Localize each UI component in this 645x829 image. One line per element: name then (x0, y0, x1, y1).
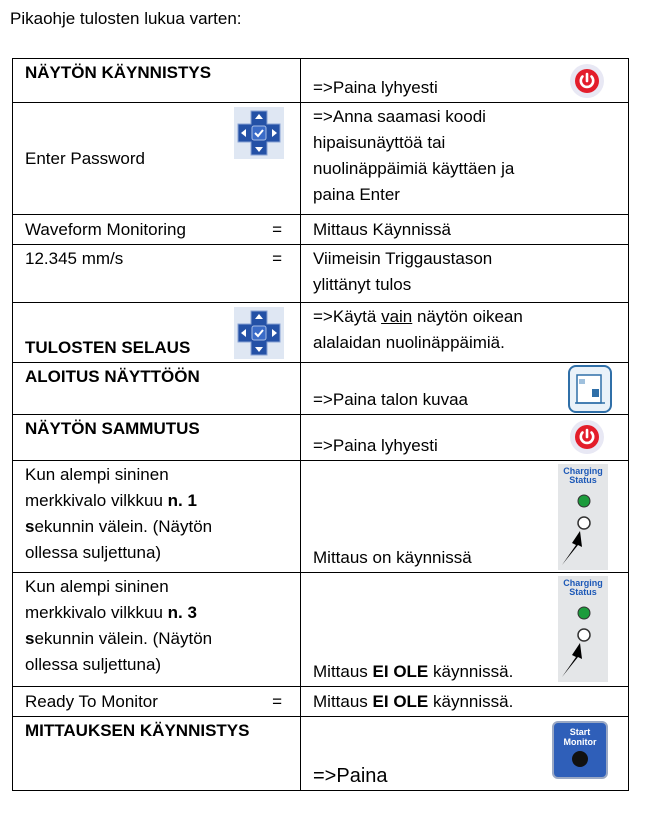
cell-right (301, 103, 629, 215)
label-text: merkkivalo vilkkuu (25, 603, 168, 622)
label-text: merkkivalo vilkkuu (25, 491, 168, 510)
cell-left (13, 717, 301, 791)
label-emphasis: s (25, 517, 35, 536)
row-label: Enter Password (25, 148, 145, 168)
row-instruction: =>Paina lyhyesti (313, 78, 438, 97)
cell-left (13, 687, 301, 717)
cell-right (301, 363, 629, 415)
row-label-line: Kun alempi sininen (25, 465, 169, 484)
instruction-text: Mittaus (313, 692, 373, 711)
row-label: TULOSTEN SELAUS (25, 338, 191, 357)
row-label-line: Kun alempi sininen (25, 577, 169, 596)
table-row (13, 415, 629, 461)
cell-left (13, 303, 301, 363)
table-row (13, 687, 629, 717)
keypad-icon (234, 107, 284, 159)
table-row (13, 245, 629, 303)
row-label: NÄYTÖN SAMMUTUS (25, 419, 200, 438)
row-instruction-line: ylittänyt tulos (313, 275, 412, 294)
start-monitor-dot (572, 751, 588, 767)
row-label-line: ollessa suljettuna) (25, 543, 162, 562)
cell-left (13, 573, 301, 687)
row-instruction: =>Paina (313, 765, 388, 787)
cell-right (301, 215, 629, 245)
power-icon (570, 420, 604, 454)
table-row (13, 573, 629, 687)
equals-sign: = (272, 692, 282, 711)
row-label: 12.345 mm/s (25, 249, 124, 268)
label-text: ekunnin välein. (Näytön (34, 517, 213, 536)
row-label-line (25, 626, 296, 652)
instruction-emphasis: vain (381, 307, 413, 326)
instruction-emphasis: EI OLE (372, 662, 429, 681)
row-instruction-line: hipaisunäyttöä tai (313, 133, 446, 152)
row-instruction-line: nuolinäppäimiä käyttäen ja (313, 159, 515, 178)
equals-sign: = (272, 249, 282, 268)
page-title: Pikaohje tulosten lukua varten: (10, 9, 242, 28)
instruction-table (12, 58, 629, 791)
table-row (13, 215, 629, 245)
power-icon (570, 64, 604, 98)
cell-right (301, 59, 629, 103)
cell-right (301, 415, 629, 461)
cell-right (301, 245, 629, 303)
cell-left (13, 245, 301, 303)
row-label-line (25, 514, 296, 540)
cell-right (301, 303, 629, 363)
row-instruction-line: paina Enter (313, 185, 400, 204)
start-monitor-label: Start Monitor (563, 727, 597, 747)
instruction-text: käynnissä. (428, 692, 514, 711)
row-label: MITTAUKSEN KÄYNNISTYS (25, 721, 250, 740)
row-label-line (25, 488, 296, 514)
instruction-text: =>Käytä (313, 307, 382, 326)
table-row (13, 303, 629, 363)
house-icon (568, 365, 612, 413)
instruction-text: käynnissä. (428, 662, 514, 681)
charging-status-icon (558, 464, 608, 570)
keypad-icon (234, 307, 284, 359)
row-label: Waveform Monitoring (25, 220, 186, 239)
row-label: NÄYTÖN KÄYNNISTYS (25, 63, 212, 82)
instruction-emphasis: EI OLE (372, 692, 429, 711)
charging-status-icon (558, 576, 608, 682)
row-instruction: =>Paina talon kuvaa (313, 390, 469, 409)
cell-right (301, 687, 629, 717)
table-row (13, 59, 629, 103)
row-instruction: Mittaus on käynnissä (313, 548, 472, 567)
cell-right (301, 717, 629, 791)
cell-left (13, 59, 301, 103)
row-label: Ready To Monitor (25, 692, 158, 711)
label-emphasis: s (25, 629, 35, 648)
label-emphasis: n. 3 (167, 603, 197, 622)
row-label-line (25, 600, 296, 626)
start-monitor-icon (552, 721, 608, 779)
row-instruction-line: Viimeisin Triggaustason (313, 249, 493, 268)
cell-right (301, 573, 629, 687)
cell-left (13, 103, 301, 215)
cell-right (301, 461, 629, 573)
cell-left (13, 215, 301, 245)
table-row (13, 461, 629, 573)
row-instruction: Mittaus Käynnissä (313, 220, 451, 239)
row-instruction-line (313, 304, 624, 330)
equals-sign: = (272, 220, 282, 239)
table-row (13, 363, 629, 415)
charging-status-label: Charging Status (563, 466, 603, 485)
cell-left (13, 415, 301, 461)
instruction-text: Mittaus (313, 662, 373, 681)
label-emphasis: n. 1 (167, 491, 197, 510)
label-text: ekunnin välein. (Näytön (34, 629, 213, 648)
table-row (13, 103, 629, 215)
row-label: ALOITUS NÄYTTÖÖN (25, 367, 200, 386)
row-instruction-line: =>Anna saamasi koodi (313, 107, 486, 126)
cell-left (13, 461, 301, 573)
row-instruction: =>Paina lyhyesti (313, 436, 438, 455)
row-label-line: ollessa suljettuna) (25, 655, 162, 674)
cell-left (13, 363, 301, 415)
table-row (13, 717, 629, 791)
row-instruction-line: alalaidan nuolinäppäimiä. (313, 333, 505, 352)
instruction-text: näytön oikean (412, 307, 523, 326)
charging-status-label: Charging Status (563, 578, 603, 597)
